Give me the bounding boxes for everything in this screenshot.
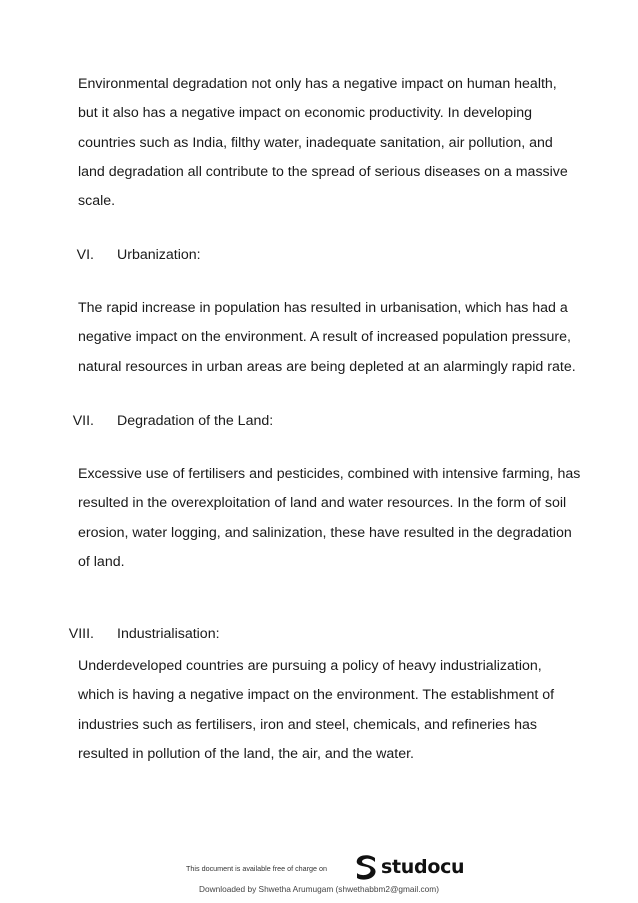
text-line: erosion, water logging, and salinization, these have resulted in the degradation (78, 524, 572, 541)
text-line: Underdeveloped countries are pursuing a policy of heavy industrialization, (78, 658, 542, 674)
footer-download-credit: Downloaded by Shwetha Arumugam (shwethabbm2@gmail.com) (199, 884, 439, 894)
paragraph-land-degradation (78, 460, 581, 577)
studocu-logo[interactable] (354, 853, 464, 881)
heading-number: VI. (76, 247, 94, 263)
text-line: natural resources in urban areas are being depleted at an alarmingly rapid rate. (78, 358, 576, 375)
footer-availability-note: This document is available free of charge on (186, 864, 328, 873)
text-line: which is having a negative impact on the environment. The establishment of (78, 687, 555, 704)
text-line: of land. (78, 553, 125, 570)
heading-number: VII. (72, 413, 94, 429)
text-line: land degradation all contribute to the spread of serious diseases on a massive (78, 163, 568, 180)
text-line: resulted in pollution of the land, the air, and the water. (78, 745, 414, 762)
heading-title: Urbanization: (117, 247, 201, 263)
paragraph-environmental-degradation (78, 70, 578, 216)
text-line: The rapid increase in population has resulted in urbanisation, which has had a (78, 300, 568, 316)
text-line: negative impact on the environment. A result of increased population pressure, (78, 329, 571, 346)
text-line: but it also has a negative impact on economic productivity. In developing (78, 105, 532, 122)
heading-number: VIII. (68, 626, 94, 642)
heading-title: Degradation of the Land: (117, 413, 274, 429)
text-line: Environmental degradation not only has a negative impact on human health, (78, 76, 557, 92)
paragraph-industrialisation (78, 652, 578, 769)
paragraph-urbanization (78, 294, 578, 382)
text-line: industries such as fertilisers, iron and steel, chemicals, and refineries has (78, 716, 537, 733)
text-line: scale. (78, 193, 116, 210)
text-line: countries such as India, filthy water, inadequate sanitation, air pollution, and (78, 134, 553, 151)
text-line: resulted in the overexploitation of land and water resources. In the form of soil (78, 495, 567, 512)
heading-title: Industrialisation: (117, 626, 220, 642)
studocu-logo-text: studocu (381, 856, 465, 878)
studocu-logo-icon (354, 854, 378, 880)
text-line: Excessive use of fertilisers and pesticides, combined with intensive farming, has (78, 466, 581, 482)
